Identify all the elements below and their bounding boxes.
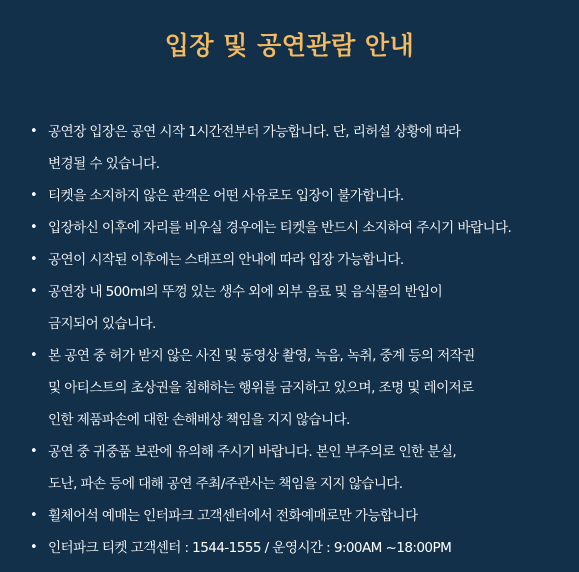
list-item [28, 116, 576, 180]
bullet-icon: • [30, 220, 38, 235]
list-item [28, 212, 576, 244]
list-item [28, 180, 576, 212]
notice-text-line: 금지되어 있습니다. [48, 316, 156, 332]
notice-list [28, 116, 576, 564]
list-item [28, 436, 576, 500]
bullet-icon: • [30, 124, 38, 139]
notice-text-line: 휠체어석 예매는 인터파크 고객센터에서 전화예매로만 가능합니다 [48, 508, 418, 524]
list-item [28, 276, 576, 340]
bullet-icon: • [30, 188, 38, 203]
notice-text-line: 도난, 파손 등에 대해 공연 주최/주관사는 책임을 지지 않습니다. [48, 476, 403, 492]
bullet-icon: • [30, 444, 38, 459]
notice-text-line: 변경될 수 있습니다. [48, 156, 160, 172]
list-item [28, 532, 576, 564]
bullet-icon: • [30, 540, 38, 555]
notice-text-line: 공연장 내 500ml의 뚜껑 있는 생수 외에 외부 음료 및 음식물의 반입이 [48, 284, 443, 300]
notice-text-line: 인한 제품파손에 대한 손해배상 책임을 지지 않습니다. [48, 412, 350, 428]
notice-text-line: 본 공연 중 허가 받지 않은 사진 및 동영상 촬영, 녹음, 녹취, 중계 등의 저작권 [48, 348, 475, 364]
bullet-icon: • [30, 284, 38, 299]
bullet-icon: • [30, 252, 38, 267]
notice-text-line: 및 아티스트의 초상권을 침해하는 행위를 금지하고 있으며, 조명 및 레이저로 [48, 380, 474, 396]
list-item [28, 500, 576, 532]
bullet-icon: • [30, 348, 38, 363]
list-item [28, 244, 576, 276]
notice-text-line: 공연장 입장은 공연 시작 1시간전부터 가능합니다. 단, 리허설 상황에 따라 [48, 124, 461, 140]
list-item [28, 340, 576, 436]
bullet-icon: • [30, 508, 38, 523]
page-title: 입장 및 공연관람 안내 [164, 31, 415, 60]
notice-text-line: 공연 중 귀중품 보관에 유의해 주시기 바랍니다. 본인 부주의로 인한 분실, [48, 444, 457, 460]
notice-text-line: 인터파크 티켓 고객센터 : 1544-1555 / 운영시간 : 9:00AM ~18:00PM [48, 540, 452, 556]
notice-text-line: 공연이 시작된 이후에는 스태프의 안내에 따라 입장 가능합니다. [48, 252, 404, 268]
notice-text-line: 티켓을 소지하지 않은 관객은 어떤 사유로도 입장이 불가합니다. [48, 188, 404, 204]
notice-text-line: 입장하신 이후에 자리를 비우실 경우에는 티켓을 반드시 소지하여 주시기 바랍니다. [48, 220, 512, 236]
